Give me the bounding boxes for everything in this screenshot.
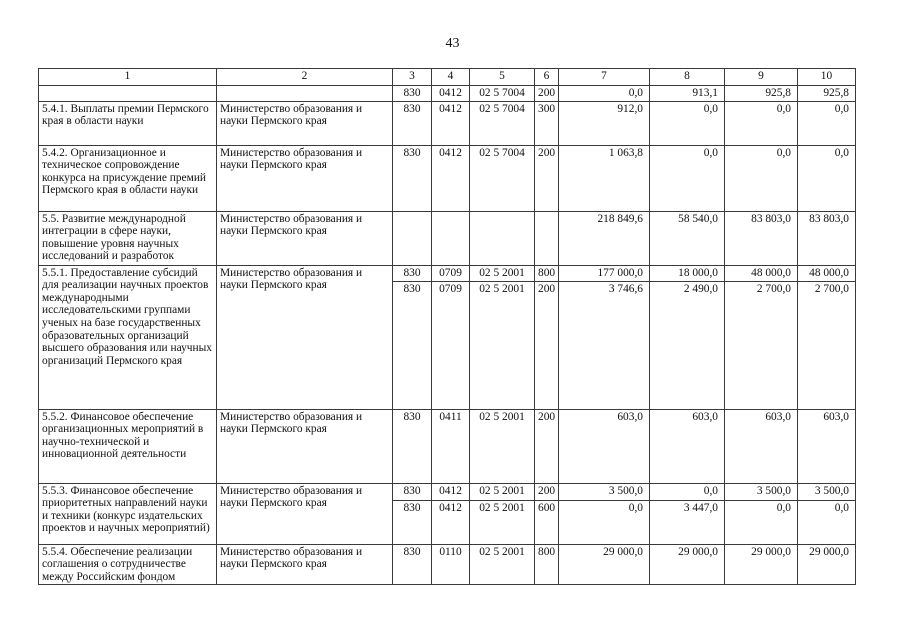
code-expense-type: 200 xyxy=(535,483,559,500)
amount-col8: 3 447,0 xyxy=(650,500,725,544)
responsible-ministry: Министерство образования и науки Пермского края xyxy=(217,101,393,145)
amount-col9: 3 500,0 xyxy=(725,483,798,500)
amount-col7: 603,0 xyxy=(559,409,650,483)
code-target: 02 5 2001 xyxy=(470,409,535,483)
code-section: 0411 xyxy=(432,409,470,483)
code-ministry: 830 xyxy=(393,101,432,145)
amount-col8: 2 490,0 xyxy=(650,281,725,409)
code-expense-type: 200 xyxy=(535,281,559,409)
table-row xyxy=(39,145,856,211)
amount-col9: 0,0 xyxy=(725,145,798,211)
table-row xyxy=(39,265,856,281)
code-section: 0709 xyxy=(432,281,470,409)
code-expense-type: 600 xyxy=(535,500,559,544)
code-section: 0412 xyxy=(432,483,470,500)
code-ministry: 830 xyxy=(393,281,432,409)
header-row xyxy=(39,69,856,86)
table-body xyxy=(39,69,856,585)
responsible-ministry: Министерство образования и науки Пермского края xyxy=(217,409,393,483)
code-expense-type: 200 xyxy=(535,86,559,102)
table-row xyxy=(39,544,856,585)
code-section: 0412 xyxy=(432,86,470,102)
code-ministry: 830 xyxy=(393,86,432,102)
code-target: 02 5 2001 xyxy=(470,265,535,281)
code-target: 02 5 7004 xyxy=(470,145,535,211)
amount-col8: 0,0 xyxy=(650,483,725,500)
amount-col10: 603,0 xyxy=(798,409,856,483)
page-number: 43 xyxy=(445,36,460,51)
code-target: 02 5 2001 xyxy=(470,544,535,585)
budget-table xyxy=(38,68,856,585)
code-ministry: 830 xyxy=(393,544,432,585)
amount-col9: 0,0 xyxy=(725,101,798,145)
amount-col8: 0,0 xyxy=(650,101,725,145)
amount-col9: 603,0 xyxy=(725,409,798,483)
item-description: 5.5.1. Предоставление субсидий для реализации научных проектов международными исследовательскими группами ученых на базе государственных образовательных организаций высшего образования или научных организаций Пермского края xyxy=(39,265,217,409)
amount-col9: 29 000,0 xyxy=(725,544,798,585)
amount-col9: 925,8 xyxy=(725,86,798,102)
column-header: 3 xyxy=(393,69,432,86)
amount-col8: 18 000,0 xyxy=(650,265,725,281)
code-expense-type: 200 xyxy=(535,145,559,211)
amount-col10: 48 000,0 xyxy=(798,265,856,281)
code-ministry: 830 xyxy=(393,483,432,500)
code-ministry: 830 xyxy=(393,145,432,211)
code-expense-type: 800 xyxy=(535,544,559,585)
responsible-ministry: Министерство образования и науки Пермского края xyxy=(217,145,393,211)
code-ministry xyxy=(393,211,432,265)
amount-col9: 2 700,0 xyxy=(725,281,798,409)
item-description: 5.5.3. Финансовое обеспечение приоритетных направлений науки и техники (конкурс издательских проектов и научных мероприятий) xyxy=(39,483,217,544)
item-description: 5.5.2. Финансовое обеспечение организационных мероприятий в научно-технической и инновационной деятельности xyxy=(39,409,217,483)
code-ministry: 830 xyxy=(393,500,432,544)
code-target: 02 5 7004 xyxy=(470,101,535,145)
item-description: 5.4.2. Организационное и техническое сопровождение конкурса на присуждение премий Пермского края в области науки xyxy=(39,145,217,211)
column-header: 8 xyxy=(650,69,725,86)
amount-col8: 603,0 xyxy=(650,409,725,483)
amount-col10: 2 700,0 xyxy=(798,281,856,409)
item-description: 5.5.4. Обеспечение реализации соглашения о сотрудничестве между Российским фондом xyxy=(39,544,217,585)
code-expense-type: 800 xyxy=(535,265,559,281)
column-header: 4 xyxy=(432,69,470,86)
table-row xyxy=(39,211,856,265)
amount-col7: 0,0 xyxy=(559,500,650,544)
column-header: 10 xyxy=(798,69,856,86)
responsible-ministry: Министерство образования и науки Пермского края xyxy=(217,265,393,409)
amount-col7: 29 000,0 xyxy=(559,544,650,585)
item-description: 5.4.1. Выплаты премии Пермского края в области науки xyxy=(39,101,217,145)
amount-col10: 3 500,0 xyxy=(798,483,856,500)
table-row xyxy=(39,86,856,102)
amount-col9: 83 803,0 xyxy=(725,211,798,265)
amount-col10: 0,0 xyxy=(798,101,856,145)
column-header: 6 xyxy=(535,69,559,86)
amount-col8: 913,1 xyxy=(650,86,725,102)
code-section: 0412 xyxy=(432,500,470,544)
column-header: 1 xyxy=(39,69,217,86)
amount-col9: 0,0 xyxy=(725,500,798,544)
code-expense-type: 200 xyxy=(535,409,559,483)
column-header: 5 xyxy=(470,69,535,86)
amount-col7: 3 746,6 xyxy=(559,281,650,409)
code-section xyxy=(432,211,470,265)
code-expense-type: 300 xyxy=(535,101,559,145)
responsible-ministry: Министерство образования и науки Пермского края xyxy=(217,211,393,265)
code-expense-type xyxy=(535,211,559,265)
amount-col10: 925,8 xyxy=(798,86,856,102)
amount-col7: 0,0 xyxy=(559,86,650,102)
table-row xyxy=(39,409,856,483)
amount-col7: 912,0 xyxy=(559,101,650,145)
code-target: 02 5 7004 xyxy=(470,86,535,102)
column-header: 7 xyxy=(559,69,650,86)
amount-col7: 3 500,0 xyxy=(559,483,650,500)
code-target: 02 5 2001 xyxy=(470,500,535,544)
amount-col8: 29 000,0 xyxy=(650,544,725,585)
amount-col7: 1 063,8 xyxy=(559,145,650,211)
amount-col10: 29 000,0 xyxy=(798,544,856,585)
responsible-ministry xyxy=(217,86,393,102)
responsible-ministry: Министерство образования и науки Пермского края xyxy=(217,483,393,544)
code-target: 02 5 2001 xyxy=(470,483,535,500)
amount-col10: 0,0 xyxy=(798,500,856,544)
column-header: 2 xyxy=(217,69,393,86)
table-row xyxy=(39,483,856,500)
amount-col10: 83 803,0 xyxy=(798,211,856,265)
amount-col8: 0,0 xyxy=(650,145,725,211)
column-header: 9 xyxy=(725,69,798,86)
code-section: 0412 xyxy=(432,145,470,211)
code-target xyxy=(470,211,535,265)
item-description: 5.5. Развитие международной интеграции в сфере науки, повышение уровня научных исследований и разработок xyxy=(39,211,217,265)
code-target: 02 5 2001 xyxy=(470,281,535,409)
responsible-ministry: Министерство образования и науки Пермского края xyxy=(217,544,393,585)
code-section: 0412 xyxy=(432,101,470,145)
amount-col7: 177 000,0 xyxy=(559,265,650,281)
code-section: 0709 xyxy=(432,265,470,281)
amount-col8: 58 540,0 xyxy=(650,211,725,265)
amount-col9: 48 000,0 xyxy=(725,265,798,281)
amount-col10: 0,0 xyxy=(798,145,856,211)
code-section: 0110 xyxy=(432,544,470,585)
code-ministry: 830 xyxy=(393,265,432,281)
code-ministry: 830 xyxy=(393,409,432,483)
amount-col7: 218 849,6 xyxy=(559,211,650,265)
item-description xyxy=(39,86,217,102)
table-row xyxy=(39,101,856,145)
